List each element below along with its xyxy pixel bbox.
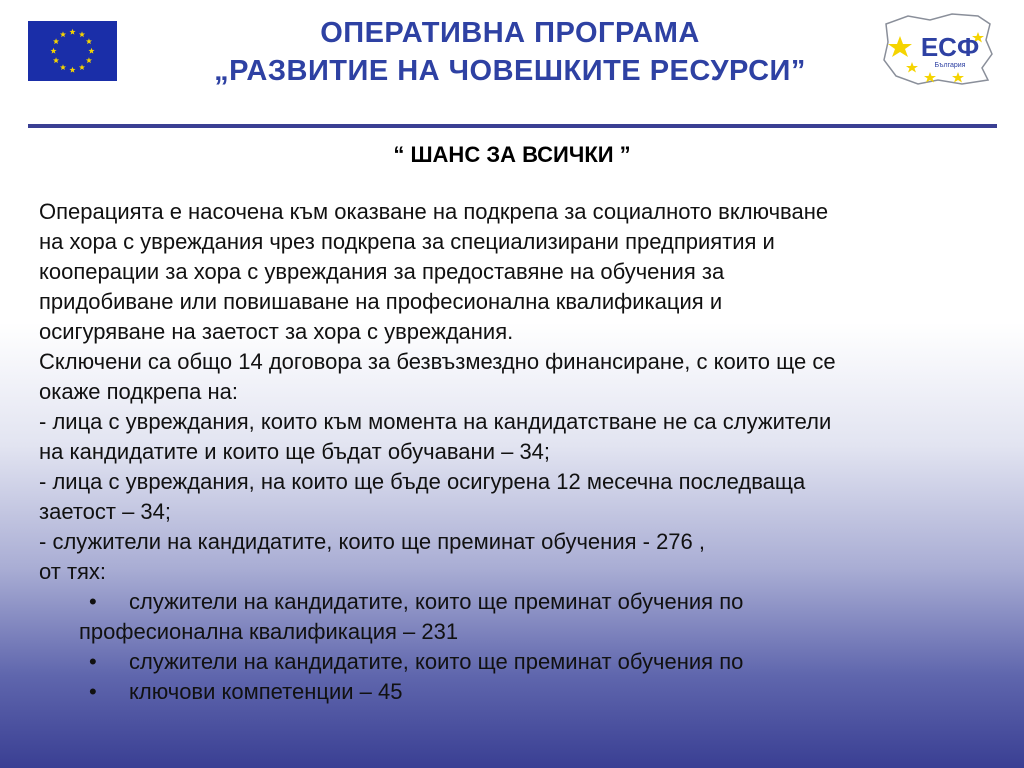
operation-subtitle: “ ШАНС ЗА ВСИЧКИ ”	[393, 142, 631, 167]
bullet-text-line1: служители на кандидатите, които ще преминат обучения по	[129, 589, 744, 614]
text-line: - лица с увреждания, на които ще бъде осигурена 12 месечна последваща	[39, 469, 806, 494]
eu-flag-logo	[28, 21, 117, 81]
text-line: от тях:	[39, 559, 107, 584]
text-line: осигуряване на заетост за хора с увреждания.	[39, 319, 514, 344]
esf-logo-subtext: България	[934, 62, 966, 69]
text-line: Операцията е насочена към оказване на подкрепа за социалното включване	[39, 199, 829, 224]
bullet-item	[79, 647, 999, 677]
esf-logo	[878, 10, 996, 88]
text-line: Сключени са общо 14 договора за безвъзмездно финансиране, с които ще се	[39, 349, 836, 374]
main-content	[39, 197, 999, 707]
text-line: окаже подкрепа на:	[39, 379, 238, 404]
text-line: придобиване или повишаване на професионална квалификация и	[39, 289, 723, 314]
bullet-item	[79, 677, 999, 707]
bullet-dot: •	[89, 679, 97, 704]
program-title	[140, 14, 880, 90]
esf-logo-text: ЕСФ	[920, 32, 980, 62]
bullet-dot: •	[89, 589, 97, 614]
text-line: заетост – 34;	[39, 499, 172, 524]
text-line: - лица с увреждания, които към момента на кандидатстване не са служители	[39, 409, 832, 434]
text-line: на хора с увреждания чрез подкрепа за специализирани предприятия и	[39, 229, 775, 254]
program-title-line1: ОПЕРАТИВНА ПРОГРАМА	[320, 17, 700, 49]
bullet-text-line2: професионална квалификация – 231	[79, 619, 459, 644]
header-divider	[28, 124, 997, 128]
text-line: кооперации за хора с увреждания за предоставяне на обучения за	[39, 259, 725, 284]
program-title-line2: „РАЗВИТИЕ НА ЧОВЕШКИТЕ РЕСУРСИ”	[214, 55, 806, 87]
bullet-list	[39, 587, 999, 707]
bullet-text: ключови компетенции – 45	[129, 679, 403, 704]
text-line: - служители на кандидатите, които ще преминат обучения - 276 ,	[39, 529, 706, 554]
bullet-text: служители на кандидатите, които ще преминат обучения по	[129, 649, 744, 674]
bullet-item	[79, 587, 999, 647]
intro-paragraphs	[39, 197, 999, 587]
bullet-dot: •	[89, 649, 97, 674]
text-line: на кандидатите и които ще бъдат обучавани – 34;	[39, 439, 551, 464]
